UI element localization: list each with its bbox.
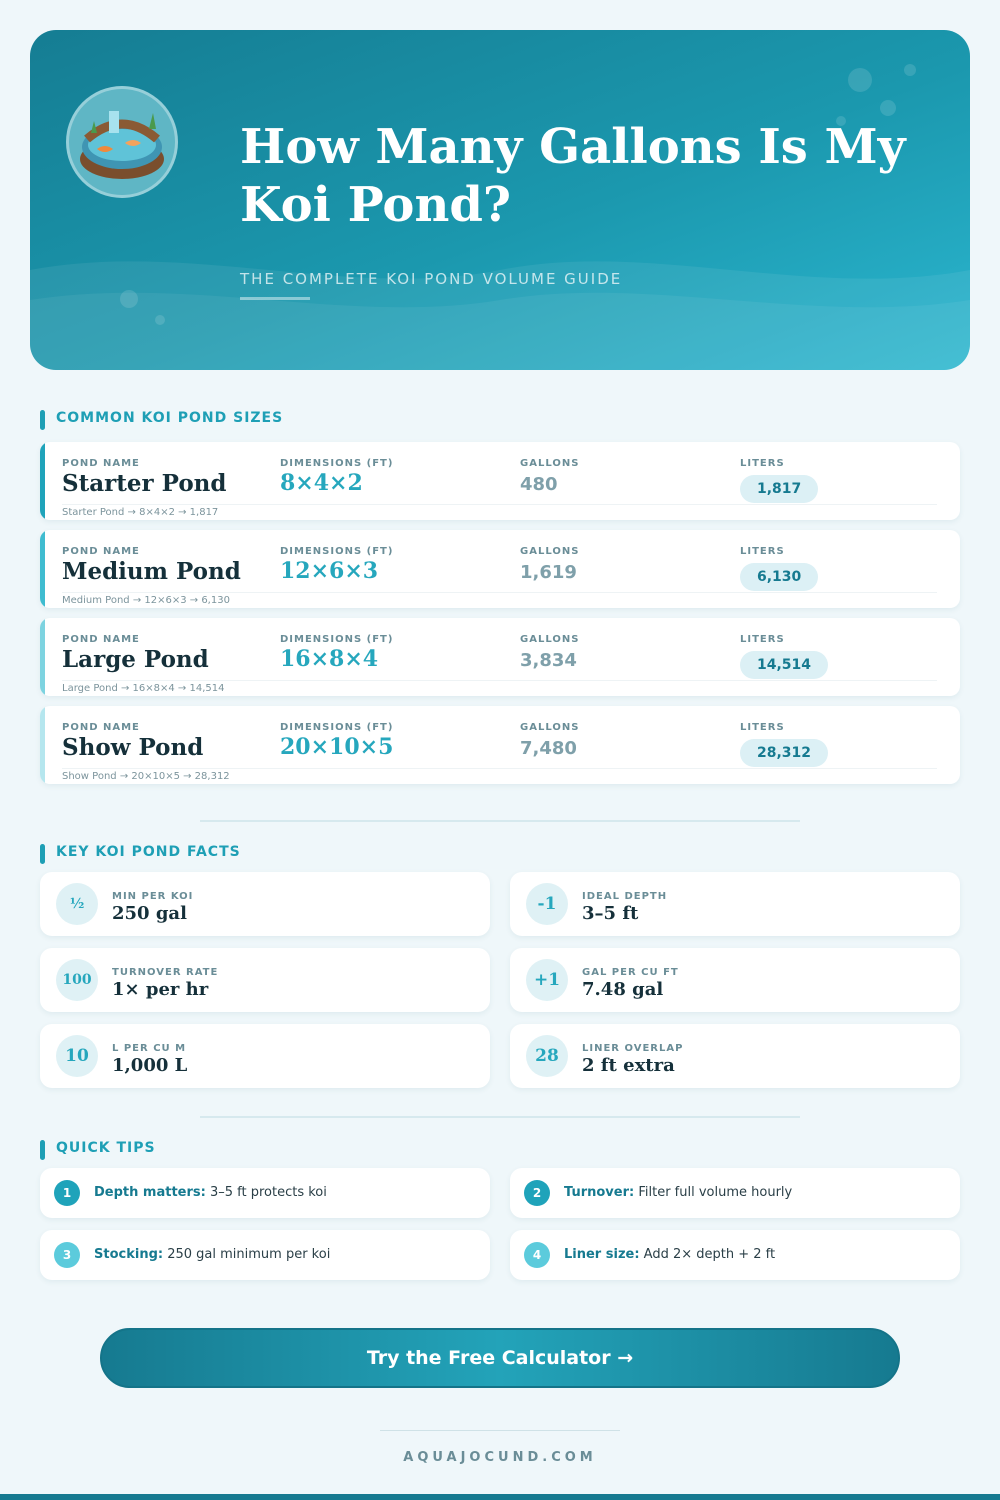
- pond-gallons: 3,834: [520, 650, 577, 671]
- pond-gallons: 7,480: [520, 738, 577, 759]
- tip-text: [94, 1185, 327, 1200]
- page-title: How Many Gallons Is My Koi Pond?: [240, 119, 906, 233]
- pond-summary: Starter Pond → 8×4×2 → 1,817: [62, 507, 219, 518]
- section-divider: [200, 820, 800, 822]
- pond-accent-bar: [40, 530, 45, 608]
- gallons-label: GALLONS: [520, 546, 580, 557]
- liters-label: LITERS: [740, 546, 785, 557]
- tip-body: Filter full volume hourly: [638, 1185, 793, 1200]
- fact-value: 3–5 ft: [582, 903, 639, 924]
- row-divider: [62, 592, 937, 593]
- row-divider: [62, 680, 937, 681]
- row-divider: [62, 768, 937, 769]
- pond-name-label: POND NAME: [62, 722, 140, 733]
- free-calculator-button[interactable]: Try the Free Calculator →: [100, 1328, 900, 1388]
- fact-card: [510, 872, 960, 936]
- bubble-decoration: [904, 64, 916, 76]
- bottom-accent-bar: [0, 1494, 1000, 1500]
- pond-dimensions: 16×8×4: [280, 646, 379, 672]
- fact-icon: 100: [56, 959, 98, 1001]
- sizes-heading: COMMON KOI POND SIZES: [40, 410, 283, 430]
- fact-icon: 10: [56, 1035, 98, 1077]
- fact-value: 1× per hr: [112, 979, 209, 1000]
- section-divider: [200, 1116, 800, 1118]
- footer-site-name[interactable]: AQUAJOCUND.COM: [403, 1450, 597, 1465]
- fact-label: MIN PER KOI: [112, 891, 194, 902]
- page-subtitle: THE COMPLETE KOI POND VOLUME GUIDE: [240, 270, 623, 288]
- pond-accent-bar: [40, 442, 45, 520]
- bubble-decoration: [120, 290, 138, 308]
- fact-value: 1,000 L: [112, 1055, 188, 1076]
- liters-label: LITERS: [740, 722, 785, 733]
- tip-body: Add 2× depth + 2 ft: [643, 1247, 776, 1262]
- pond-name-label: POND NAME: [62, 546, 140, 557]
- dimensions-label: DIMENSIONS (FT): [280, 722, 394, 733]
- fact-card: [510, 1024, 960, 1088]
- pond-liters-badge: 28,312: [740, 739, 828, 767]
- tip-body: 3–5 ft protects koi: [209, 1185, 327, 1200]
- fact-value: 7.48 gal: [582, 979, 664, 1000]
- tip-text: [564, 1247, 775, 1262]
- fact-icon: +1: [526, 959, 568, 1001]
- footer-divider: [380, 1430, 620, 1431]
- pond-name-label: POND NAME: [62, 458, 140, 469]
- tip-number: 1: [54, 1180, 80, 1206]
- tip-number: 3: [54, 1242, 80, 1268]
- tip-text: [564, 1185, 792, 1200]
- liters-label: LITERS: [740, 634, 785, 645]
- tip-title: Depth matters:: [94, 1185, 206, 1200]
- gallons-label: GALLONS: [520, 722, 580, 733]
- tips-heading: QUICK TIPS: [40, 1140, 156, 1160]
- tip-card: [510, 1168, 960, 1218]
- pond-liters-badge: 1,817: [740, 475, 818, 503]
- fact-icon: -1: [526, 883, 568, 925]
- facts-heading: KEY KOI POND FACTS: [40, 844, 241, 864]
- pond-gallons: 480: [520, 474, 558, 495]
- fact-label: LINER OVERLAP: [582, 1043, 684, 1054]
- fact-card: [40, 948, 490, 1012]
- pond-summary: Show Pond → 20×10×5 → 28,312: [62, 771, 230, 782]
- koi-pond-logo-icon: [66, 86, 178, 198]
- pond-dimensions: 8×4×2: [280, 470, 363, 496]
- wave-decoration: [30, 230, 970, 370]
- liters-label: LITERS: [740, 458, 785, 469]
- pond-summary: Medium Pond → 12×6×3 → 6,130: [62, 595, 230, 606]
- fact-value: 250 gal: [112, 903, 187, 924]
- subtitle-underline: [240, 297, 310, 300]
- gallons-label: GALLONS: [520, 458, 580, 469]
- pond-name-label: POND NAME: [62, 634, 140, 645]
- fact-icon: 28: [526, 1035, 568, 1077]
- fact-icon: ½: [56, 883, 98, 925]
- gallons-label: GALLONS: [520, 634, 580, 645]
- pond-liters-badge: 6,130: [740, 563, 818, 591]
- tip-title: Liner size:: [564, 1247, 640, 1262]
- fact-card: [40, 872, 490, 936]
- tip-title: Stocking:: [94, 1247, 164, 1262]
- pond-liters-badge: 14,514: [740, 651, 828, 679]
- tip-number: 2: [524, 1180, 550, 1206]
- fact-label: L PER CU M: [112, 1043, 187, 1054]
- fact-label: TURNOVER RATE: [112, 967, 219, 978]
- tip-card: [510, 1230, 960, 1280]
- bubble-decoration: [848, 68, 872, 92]
- pond-name: Show Pond: [62, 734, 204, 761]
- pond-dimensions: 12×6×3: [280, 558, 379, 584]
- dimensions-label: DIMENSIONS (FT): [280, 634, 394, 645]
- tip-card: [40, 1168, 490, 1218]
- pond-name: Large Pond: [62, 646, 209, 673]
- fact-card: [510, 948, 960, 1012]
- pond-name: Medium Pond: [62, 558, 241, 585]
- pond-summary: Large Pond → 16×8×4 → 14,514: [62, 683, 225, 694]
- dimensions-label: DIMENSIONS (FT): [280, 458, 394, 469]
- tip-title: Turnover:: [564, 1185, 635, 1200]
- pond-card: [40, 618, 960, 696]
- tip-body: 250 gal minimum per koi: [167, 1247, 331, 1262]
- pond-accent-bar: [40, 706, 45, 784]
- tip-number: 4: [524, 1242, 550, 1268]
- pond-card: [40, 706, 960, 784]
- dimensions-label: DIMENSIONS (FT): [280, 546, 394, 557]
- row-divider: [62, 504, 937, 505]
- pond-card: [40, 530, 960, 608]
- fact-card: [40, 1024, 490, 1088]
- tip-card: [40, 1230, 490, 1280]
- bubble-decoration: [880, 100, 896, 116]
- pond-accent-bar: [40, 618, 45, 696]
- pond-gallons: 1,619: [520, 562, 577, 583]
- hero-banner: [30, 30, 970, 370]
- pond-name: Starter Pond: [62, 470, 227, 497]
- tip-text: [94, 1247, 330, 1262]
- fact-label: IDEAL DEPTH: [582, 891, 668, 902]
- pond-card: [40, 442, 960, 520]
- pond-dimensions: 20×10×5: [280, 734, 394, 760]
- fact-label: GAL PER CU FT: [582, 967, 679, 978]
- bubble-decoration: [155, 315, 165, 325]
- fact-value: 2 ft extra: [582, 1055, 675, 1076]
